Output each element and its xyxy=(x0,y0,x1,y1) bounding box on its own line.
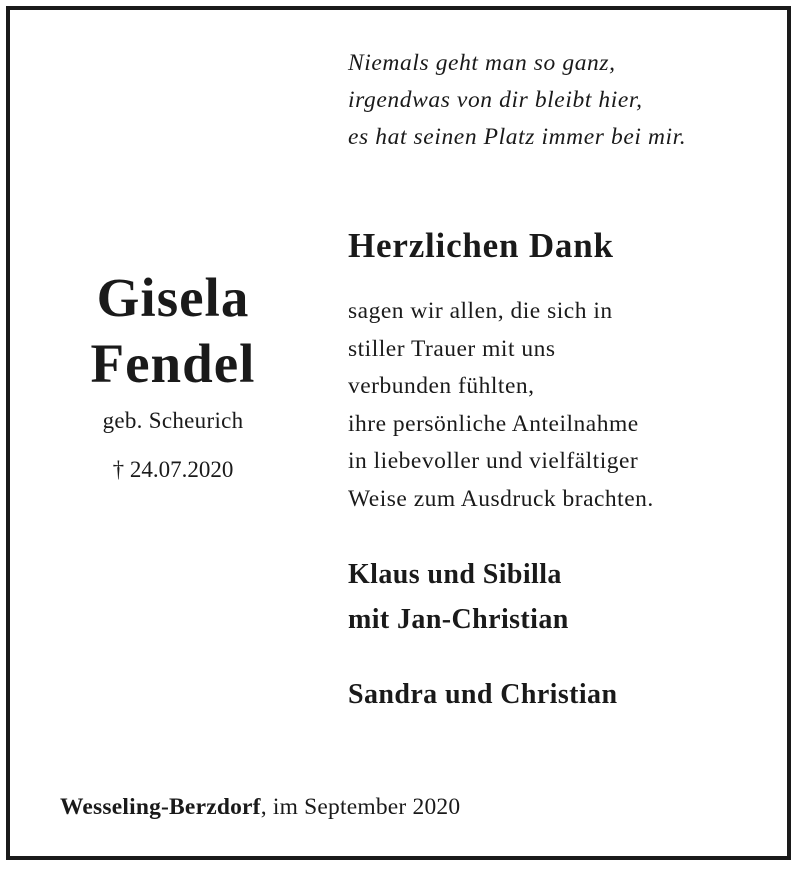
family-signature-line: mit Jan-Christian xyxy=(348,604,569,635)
poem-line: Niemals geht man so ganz, xyxy=(348,50,616,76)
family-signature-line: Klaus und Sibilla xyxy=(348,559,562,590)
thanks-text xyxy=(348,293,654,518)
poem-line: es hat seinen Platz immer bei mir. xyxy=(348,124,687,150)
date-text: , im September 2020 xyxy=(260,794,461,820)
thanks-line: in liebevoller und vielfältiger xyxy=(348,448,639,474)
family-signature-line: Sandra und Christian xyxy=(348,679,618,710)
place-name: Wesseling-Berzdorf xyxy=(60,794,261,820)
deceased-death-date: † 24.07.2020 xyxy=(112,457,234,482)
thanks-line: verbunden fühlten, xyxy=(348,373,535,399)
thanks-heading: Herzlichen Dank xyxy=(348,226,614,265)
deceased-birth-name: geb. Scheurich xyxy=(102,408,244,433)
deceased-first-name: Gisela xyxy=(96,267,250,328)
poem-block xyxy=(348,45,686,156)
place-and-date xyxy=(60,794,460,821)
deceased-last-name: Fendel xyxy=(90,333,256,394)
obituary-notice-frame xyxy=(6,6,791,860)
thanks-line: ihre persönliche Anteilnahme xyxy=(348,410,639,437)
thanks-line: sagen wir allen, die sich in xyxy=(348,298,613,324)
thanks-line: stiller Trauer mit uns xyxy=(348,335,556,362)
poem-line: irgendwas von dir bleibt hier, xyxy=(348,87,643,113)
thanks-line: Weise zum Ausdruck brachten. xyxy=(348,485,654,512)
